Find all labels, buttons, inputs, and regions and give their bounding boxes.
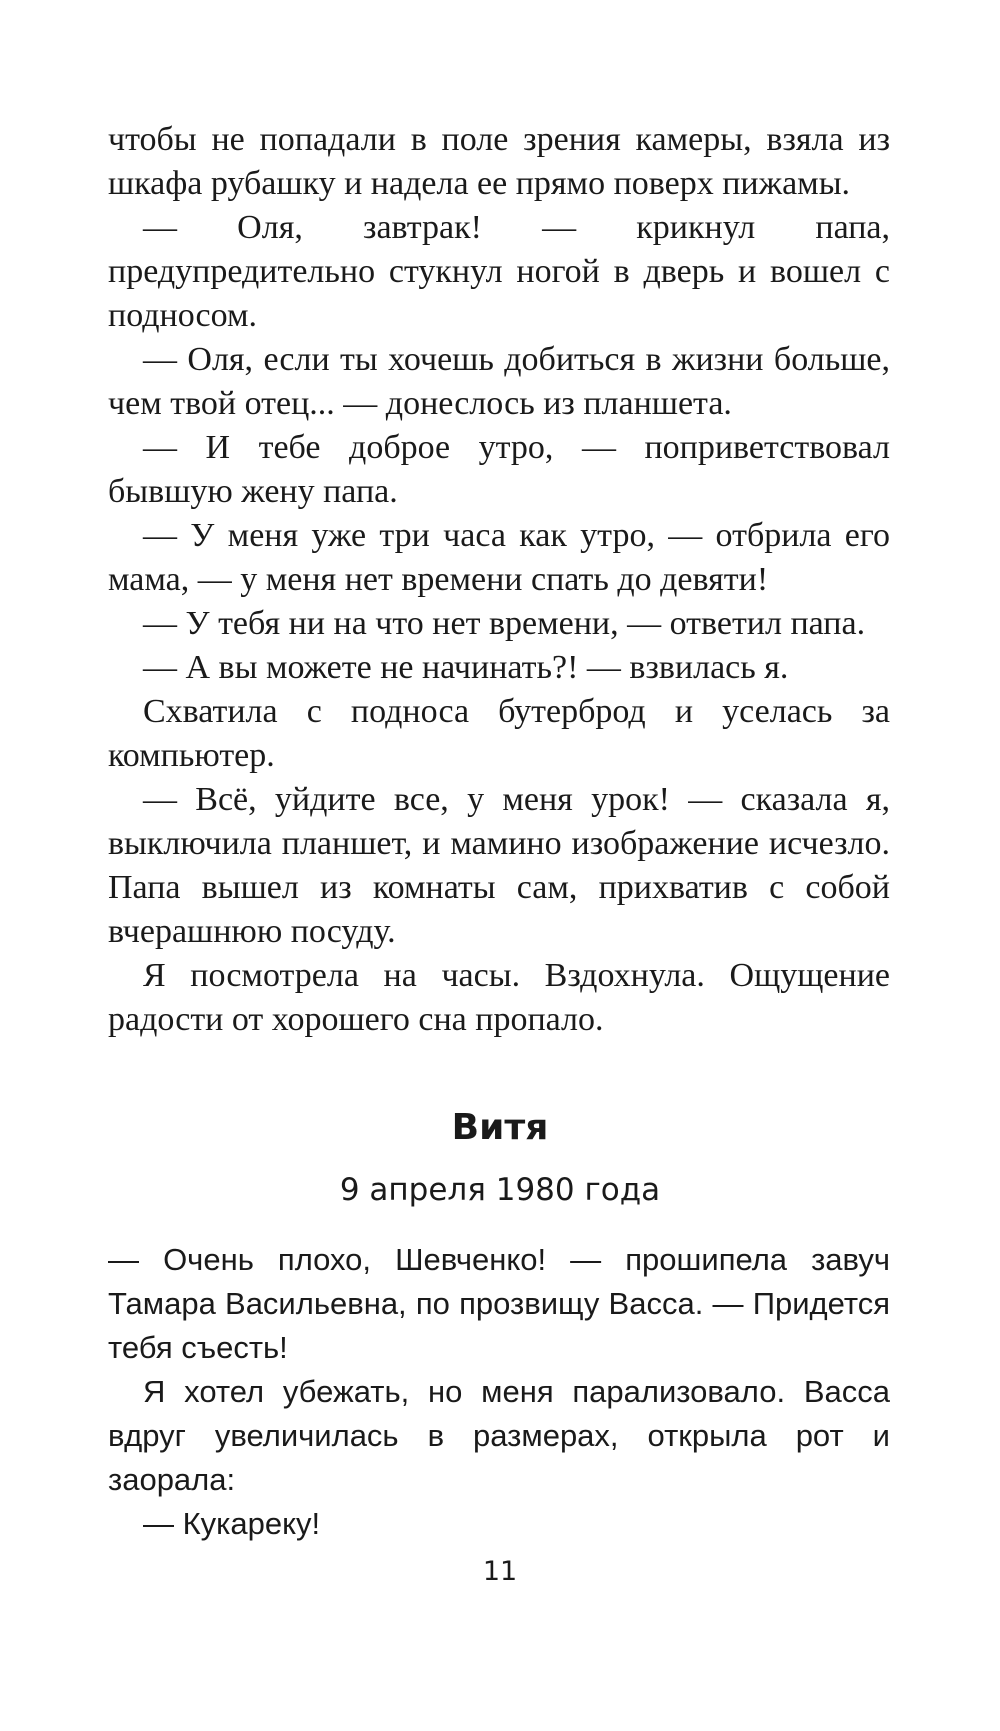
paragraph: — Очень плохо, Шевченко! — прошипела завуч Тамара Васильевна, по прозвищу Васса. — Придется тебя съесть! (108, 1242, 890, 1365)
paragraph: — А вы можете не начинать?! — взвилась я. (143, 649, 789, 686)
paragraph: чтобы не попадали в поле зрения камеры, взяла из шкафа рубашку и надела ее прямо поверх пижамы. (108, 121, 890, 202)
paragraph: Я посмотрела на часы. Вздохнула. Ощущение радости от хорошего сна пропало. (108, 957, 890, 1038)
previous-chapter-text (108, 118, 890, 1042)
chapter-date: 9 апреля 1980 года (339, 1172, 661, 1208)
paragraph: — И тебе доброе утро, — поприветствовал бывшую жену папа. (108, 429, 890, 510)
paragraph: — Оля, если ты хочешь добиться в жизни больше, чем твой отец... — донеслось из планшета. (108, 341, 890, 422)
chapter-text (108, 1238, 890, 1546)
page-number: 11 (482, 1556, 518, 1587)
paragraph: Я хотел убежать, но меня парализовало. Васса вдруг увеличилась в размерах, открыла рот и заорала: (108, 1374, 890, 1497)
paragraph: — У меня уже три часа как утро, — отбрила его мама, — у меня нет времени спать до девяти! (108, 517, 890, 598)
paragraph: — Всё, уйдите все, у меня урок! — сказала я, выключила планшет, и мамино изображение исчезло. Папа вышел из комнаты сам, прихватив с собой вчерашнюю посуду. (108, 781, 890, 950)
paragraph: — Кукареку! (143, 1506, 321, 1541)
paragraph: Схватила с подноса бутерброд и уселась за компьютер. (108, 693, 890, 774)
chapter-title: Витя (451, 1107, 549, 1148)
paragraph: — Оля, завтрак! — крикнул папа, предупредительно стукнул ногой в дверь и вошел с подносом. (108, 209, 890, 334)
paragraph: — У тебя ни на что нет времени, — ответил папа. (143, 605, 866, 642)
